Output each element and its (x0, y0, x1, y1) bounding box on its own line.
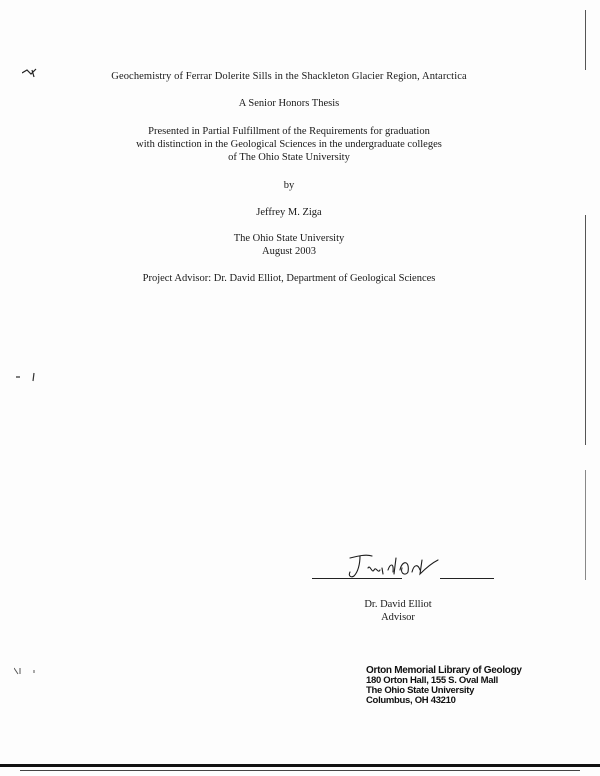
advisor-name: Dr. David Elliot (364, 599, 432, 610)
punch-mark-icon (16, 372, 38, 382)
signature-line-left (312, 578, 402, 579)
advisor-role: Advisor (381, 612, 415, 623)
author-name: Jeffrey M. Ziga (256, 207, 322, 218)
stamp-line: Columbus, OH 43210 (366, 695, 456, 706)
project-advisor: Project Advisor: Dr. David Elliot, Department of Geological Sciences (142, 273, 436, 284)
presentation-line: of The Ohio State University (228, 152, 350, 163)
signature-line-right (440, 578, 494, 579)
university-name: The Ohio State University (233, 233, 345, 244)
punch-mark-icon (14, 666, 38, 676)
advisor-block (338, 598, 458, 624)
punch-mark-icon (22, 68, 38, 78)
library-stamp (366, 666, 522, 706)
presentation-line: Presented in Partial Fulfillment of the Requirements for graduation (148, 126, 430, 137)
stamp-line: 180 Orton Hall, 155 S. Oval Mall (366, 675, 498, 686)
scan-edge-mark (585, 10, 586, 70)
presentation-line: with distinction in the Geological Sciences in the undergraduate colleges (136, 139, 442, 150)
scan-bottom-rule-thin (20, 770, 580, 771)
scan-edge-mark (585, 470, 586, 580)
stamp-line: Orton Memorial Library of Geology (366, 665, 522, 676)
scan-edge-mark (585, 215, 586, 445)
presentation-statement (0, 125, 578, 164)
scan-bottom-rule (0, 764, 600, 767)
thesis-subtitle: A Senior Honors Thesis (238, 98, 340, 109)
university-and-date (0, 232, 578, 258)
stamp-line: The Ohio State University (366, 685, 475, 696)
by-label: by (283, 180, 295, 191)
thesis-date: August 2003 (262, 246, 316, 257)
thesis-title: Geochemistry of Ferrar Dolerite Sills in the Shackleton Glacier Region, Antarctica (111, 71, 467, 82)
